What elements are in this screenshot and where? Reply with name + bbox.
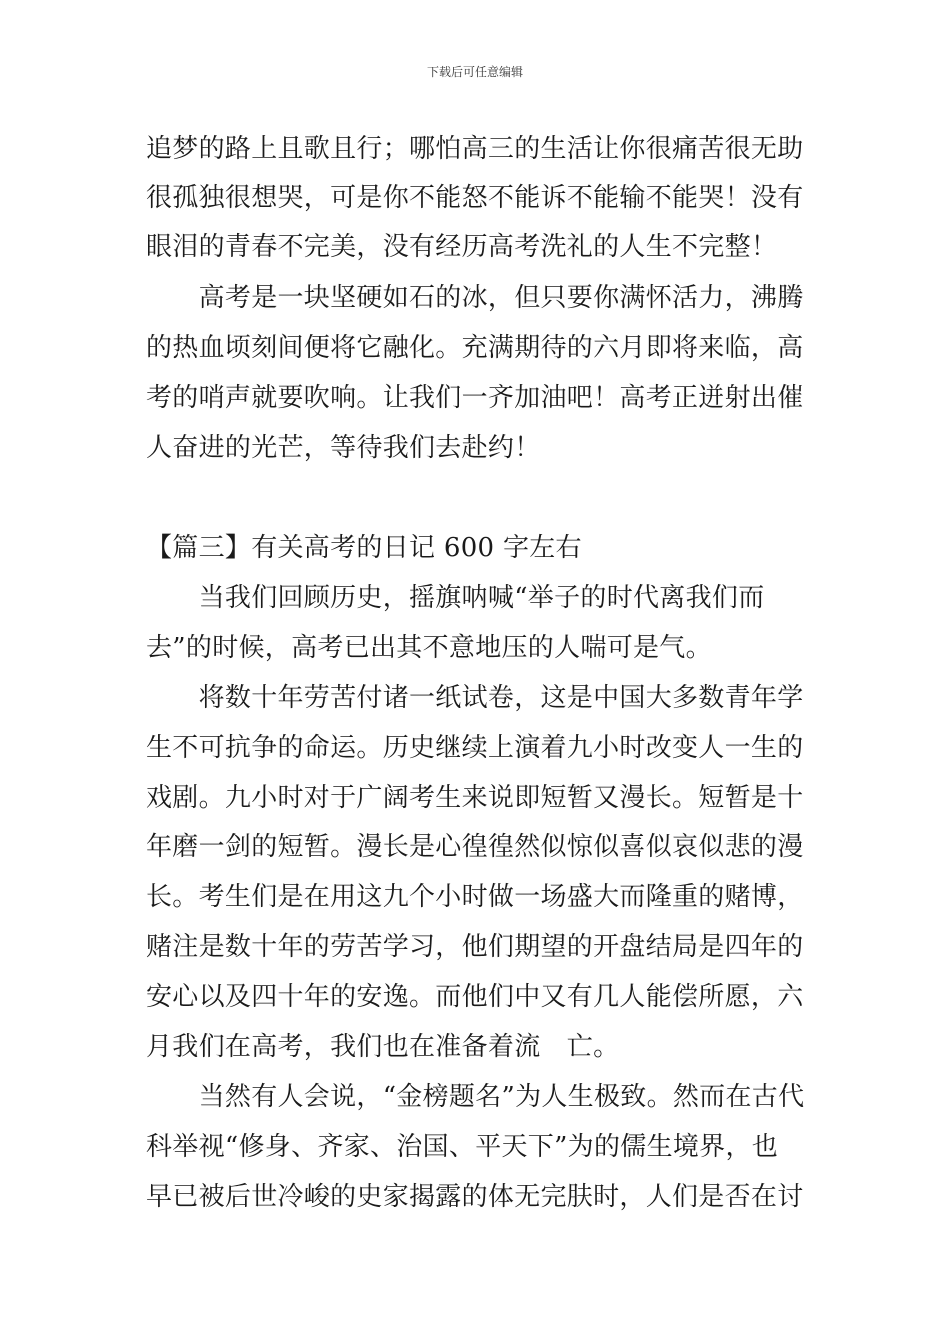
text-line: 长。考生们是在用这九个小时做一场盛大而隆重的赌博， — [146, 882, 804, 912]
text-line: 早已被后世冷峻的史家揭露的体无完肤时，人们是否在讨 — [146, 1182, 804, 1212]
text-line: 当我们回顾历史，摇旗呐喊“举子的时代离我们而 — [146, 583, 765, 613]
text-line: 当然有人会说，“金榜题名”为人生极致。然而在古代 — [146, 1082, 805, 1112]
page-header: 下载后可任意编辑 — [426, 65, 523, 79]
text-line: 年磨一剑的短暂。漫长是心徨徨然似惊似喜似哀似悲的漫 — [146, 832, 804, 862]
text-line: 科举视“修身、齐家、治国、平天下”为的儒生境界，也 — [146, 1132, 779, 1162]
text-line: 高考是一块坚硬如石的冰，但只要你满怀活力，沸腾 — [146, 283, 804, 313]
text-line: 追梦的路上且歌且行；哪怕高三的生活让你很痛苦很无助 — [146, 134, 804, 164]
text-line: 赌注是数十年的劳苦学习，他们期望的开盘结局是四年的 — [146, 932, 804, 962]
text-line: 戏剧。九小时对于广阔考生来说即短暂又漫长。短暂是十 — [146, 783, 804, 813]
text-line: 将数十年劳苦付诸一纸试卷，这是中国大多数青年学 — [146, 683, 804, 713]
text-line: 月我们在高考，我们也在准备着流 亡。 — [146, 1032, 620, 1062]
text-line: 眼泪的青春不完美，没有经历高考洗礼的人生不完整！ — [146, 232, 778, 262]
text-line: 安心以及四十年的安逸。而他们中又有几人能偿所愿，六 — [146, 982, 804, 1012]
section-heading: 【篇三】有关高考的日记 600 字左右 — [146, 533, 582, 563]
text-line: 人奋进的光芒，等待我们去赴约！ — [146, 433, 541, 463]
text-line: 考的哨声就要吹响。让我们一齐加油吧！高考正迸射出催 — [146, 383, 804, 413]
text-line: 去”的时候，高考已出其不意地压的人喘可是气。 — [146, 633, 712, 663]
text-line: 生不可抗争的命运。历史继续上演着九小时改变人一生的 — [146, 733, 804, 763]
text-line: 很孤独很想哭，可是你不能怒不能诉不能输不能哭！没有 — [146, 183, 804, 213]
text-line: 的热血顷刻间便将它融化。充满期待的六月即将来临，高 — [146, 333, 804, 363]
